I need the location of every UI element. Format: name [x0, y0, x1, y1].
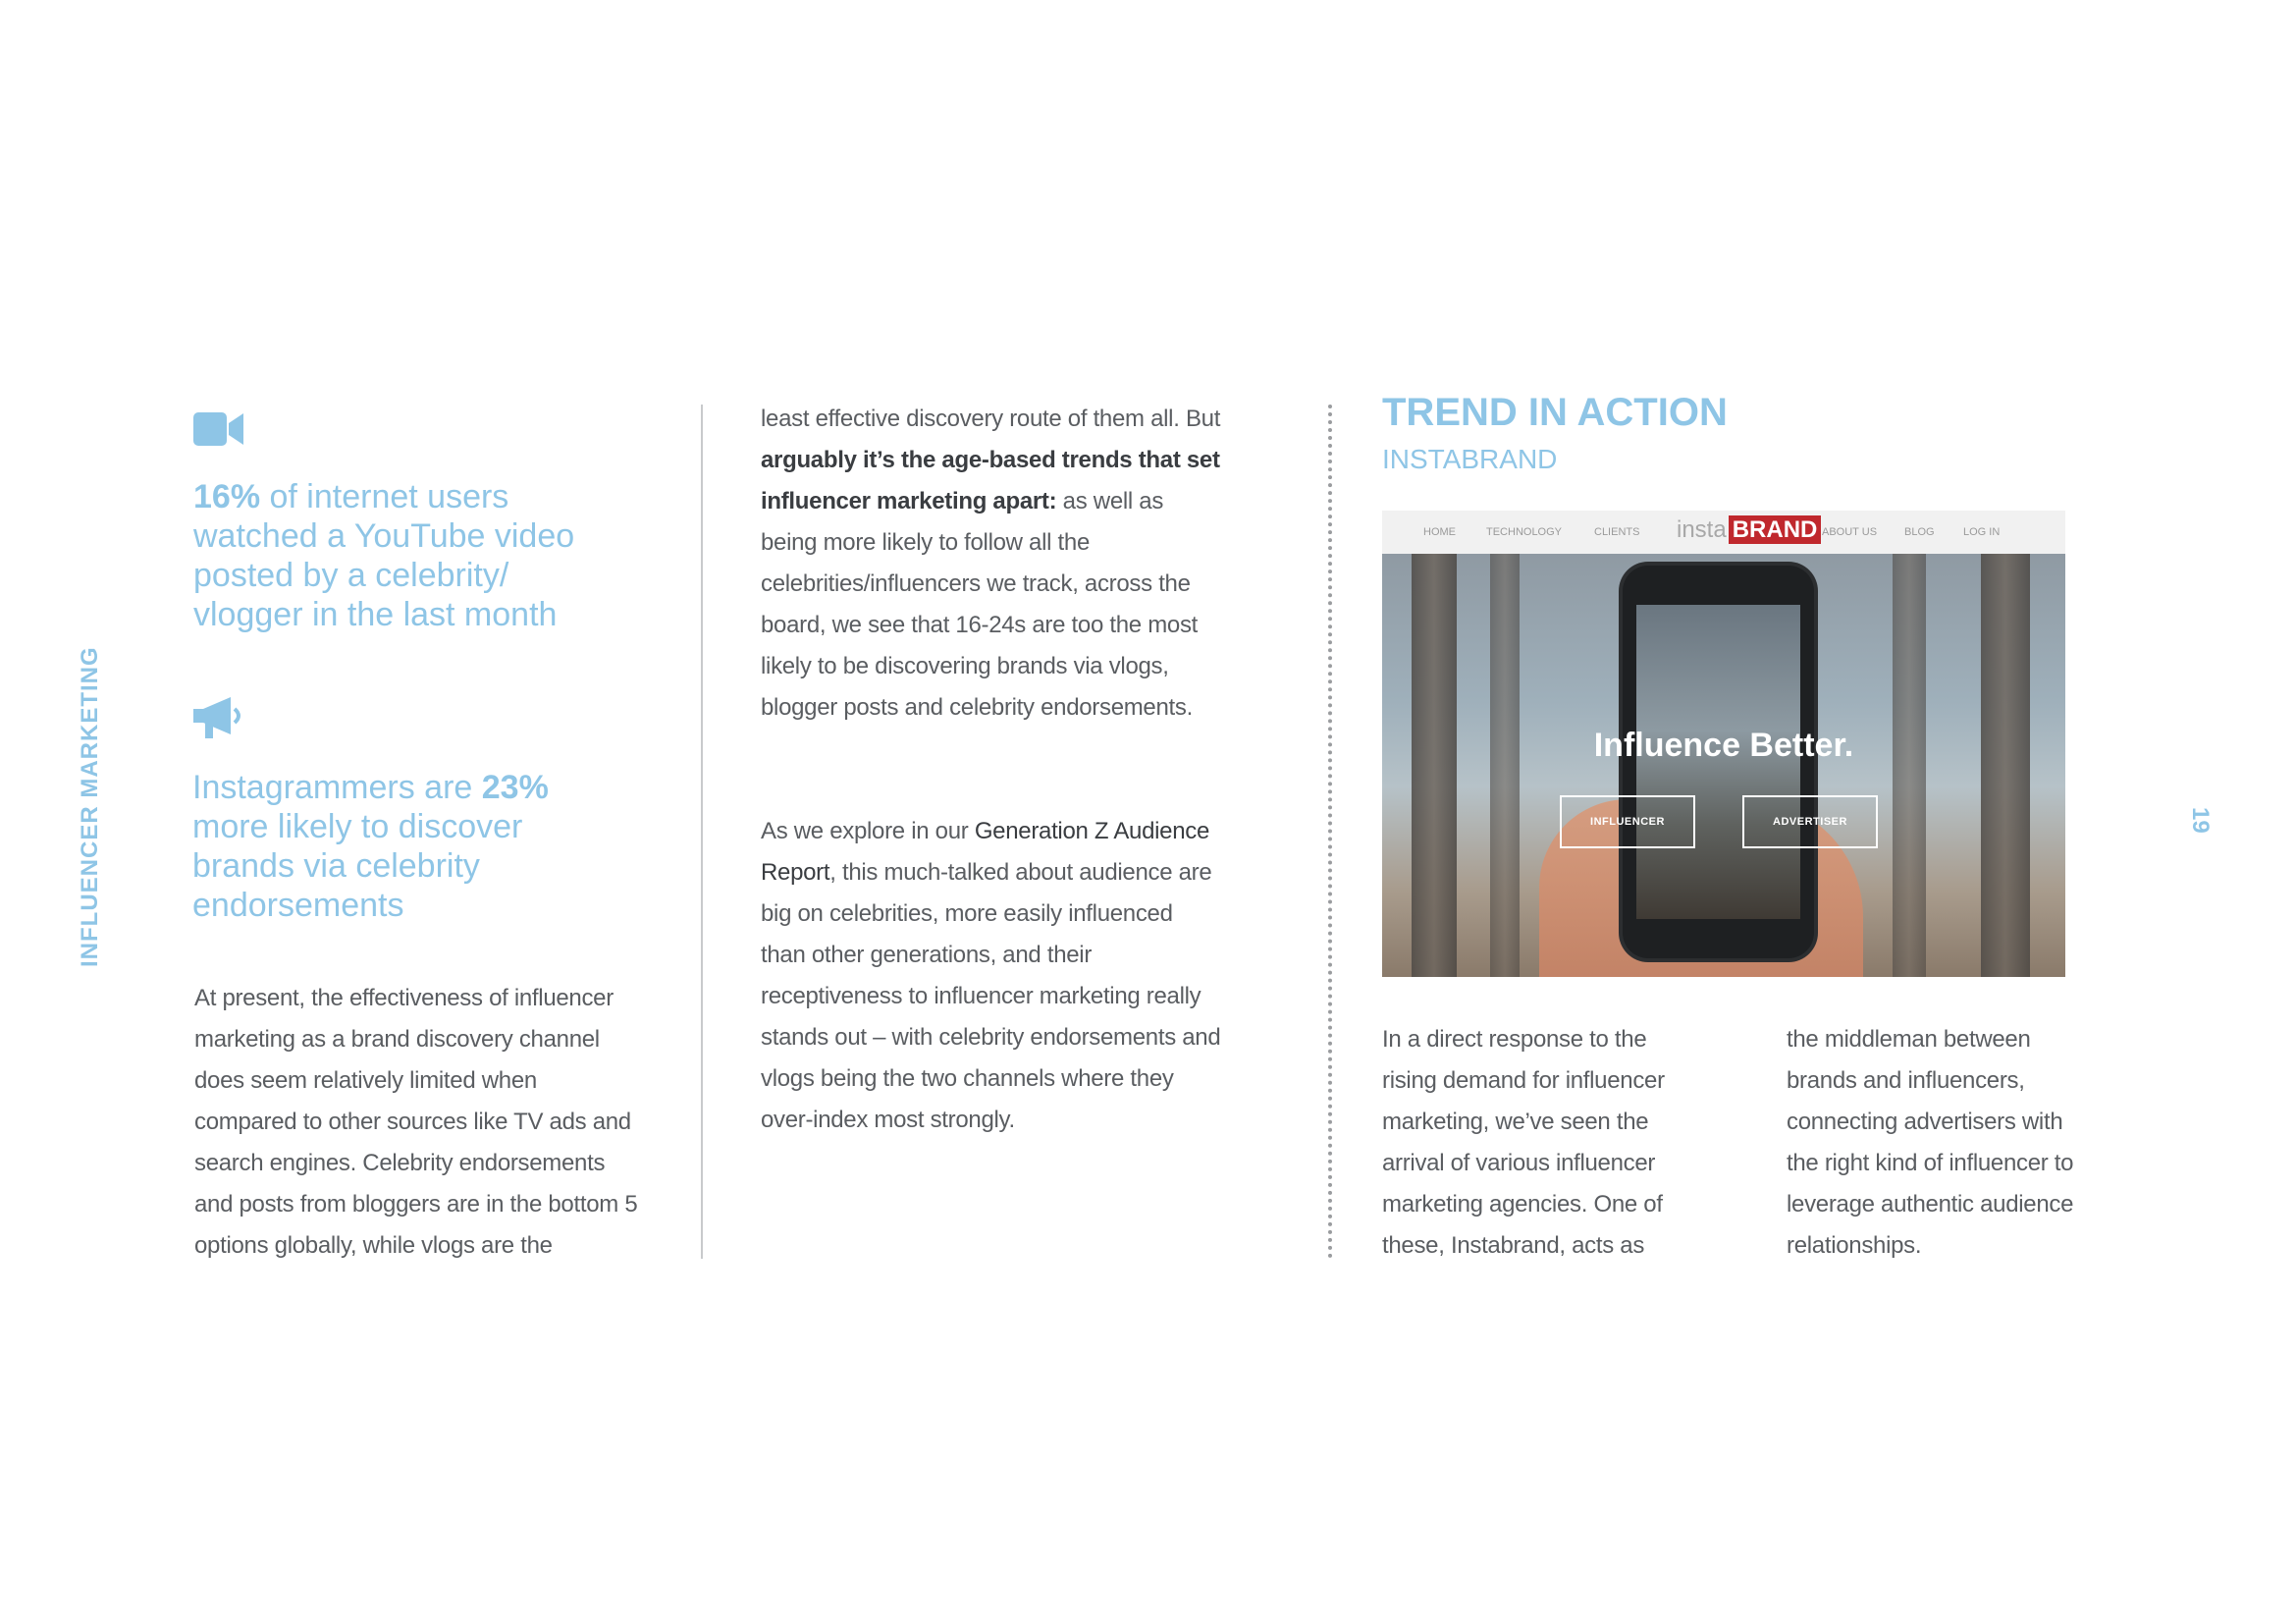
paragraph-text: least effective discovery route of them all. But: [761, 406, 1221, 432]
section-label: INFLUENCER MARKETING: [77, 646, 103, 967]
stat-suffix: more likely to discover brands via celebrity endorsements: [192, 808, 523, 924]
paragraph-text: as well as being more likely to follow all the celebrities/influencers we track, across the board, we see that 16-24s are too the most likely to be discovering brands via vlogs, blogger posts and celebrity endorsements.: [761, 488, 1199, 721]
pier-pillar: [1412, 554, 1457, 977]
video-camera-icon: [193, 410, 244, 448]
trend-title: TREND IN ACTION: [1382, 391, 1728, 434]
nav-technology: TECHNOLOGY: [1486, 526, 1563, 538]
instabrand-screenshot: [1382, 511, 2065, 977]
instabrand-logo: [1677, 516, 1821, 548]
logo-brand: BRAND: [1729, 515, 1822, 544]
paragraph-bold: arguably it’s the age-based trends that set influencer marketing apart:: [761, 447, 1220, 514]
column-divider: [701, 405, 703, 1259]
trend-column-2: the middleman between brands and influencers, connecting advertisers with the right kind of influencer to leverage authentic audience relationships.: [1787, 1026, 2074, 1259]
report-link[interactable]: Generation Z Audience Report: [761, 818, 1210, 886]
trend-subtitle: INSTABRAND: [1382, 444, 1558, 474]
pier-pillar: [1981, 554, 2030, 977]
nav-clients: CLIENTS: [1594, 526, 1640, 538]
pier-pillar: [1490, 554, 1520, 977]
megaphone-icon: [193, 695, 244, 740]
nav-blog: BLOG: [1904, 526, 1935, 538]
influencer-button: INFLUENCER: [1560, 795, 1695, 848]
nav-home: HOME: [1423, 526, 1456, 538]
stat-text: of internet users watched a YouTube video posted by a celebrity/ vlogger in the last month: [193, 478, 575, 633]
stat-instagram: [192, 768, 585, 925]
stat-prefix: Instagrammers are: [192, 769, 482, 806]
column2-paragraph-2: [761, 811, 1222, 1141]
pier-pillar: [1893, 554, 1926, 977]
column2-paragraph-1: [761, 399, 1222, 729]
paragraph-text: , this much-talked about audience are big on celebrities, more easily influenced than other generations, and their receptiveness to influencer marketing really stands out – with celebrity endorsements and vlogs being the two channels where they over-index most strongly.: [761, 859, 1221, 1133]
hero-title: Influence Better.: [1593, 727, 1854, 764]
paragraph-text: As we explore in our: [761, 818, 975, 844]
logo-light: insta: [1677, 516, 1727, 543]
column1-paragraph: At present, the effectiveness of influencer marketing as a brand discovery channel does seem relatively limited when compared to other sources like TV ads and search engines. Celebrity endorsements and posts from bloggers are in the bottom 5 options globally, while vlogs are the: [194, 985, 638, 1259]
nav-about: ABOUT US: [1822, 526, 1878, 538]
hero-image: [1382, 554, 2065, 977]
trend-column-1: In a direct response to the rising demand for influencer marketing, we’ve seen the arrival of various influencer marketing agencies. One of these, Instabrand, acts as: [1382, 1026, 1665, 1259]
advertiser-button: ADVERTISER: [1742, 795, 1878, 848]
nav-login: LOG IN: [1963, 526, 2001, 538]
dotted-divider: [1328, 405, 1332, 1259]
stat-highlight: 16%: [193, 478, 261, 515]
page-number: 19: [2187, 807, 2214, 834]
website-nav: [1382, 511, 2065, 554]
stat-youtube: [193, 477, 586, 634]
stat-highlight: 23%: [481, 769, 549, 806]
